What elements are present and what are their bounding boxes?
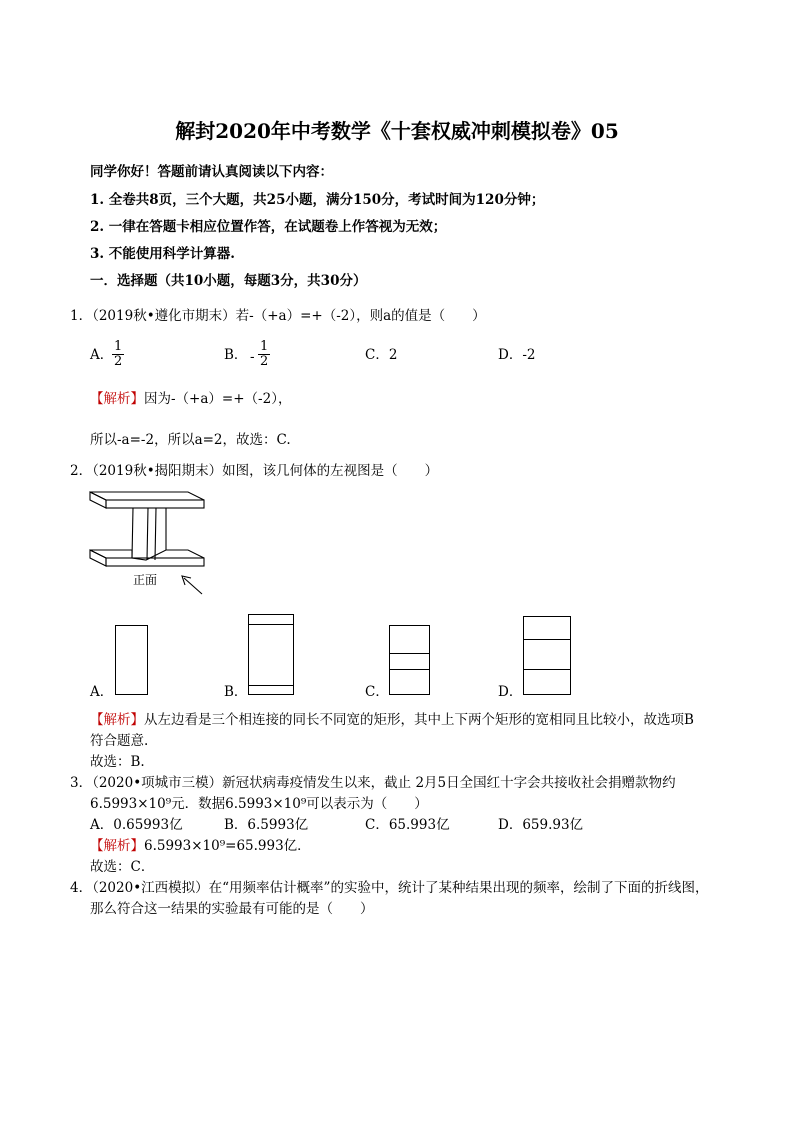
q3-option-c: C．65.993亿 — [365, 817, 450, 833]
q2-option-a-figure — [115, 625, 148, 695]
q2-option-b-line-top — [249, 624, 293, 625]
pillar-edge-2 — [147, 508, 148, 560]
q2-option-a-label: A． — [90, 684, 114, 700]
section-heading: 一．选择题（共10小题，每题3分，共30分） — [90, 273, 367, 289]
q3-option-d: D．659.93亿 — [498, 817, 584, 833]
q1-option-a-label: A． — [90, 347, 114, 363]
q2-solid-figure — [86, 488, 226, 608]
top-plate-front — [106, 500, 204, 508]
q2-option-d-label: D． — [498, 684, 523, 700]
q2-analysis-text: 从左边看是三个相连接的同长不同宽的矩形，其中上下两个矩形的宽相同且比较小，故选项B — [144, 712, 694, 728]
q1-analysis — [90, 391, 291, 407]
q2-analysis-line2: 符合题意. — [90, 733, 149, 749]
q3-analysis — [90, 838, 311, 854]
top-plate-top — [90, 492, 204, 500]
bottom-plate-side — [90, 550, 106, 566]
q1-option-b-fraction — [258, 340, 270, 369]
q3-stem-line2: 6.5993×10⁹元．数据6.5993×10⁹可以表示为（ ） — [90, 796, 428, 812]
notice-rule-3: 3. 不能使用科学计算器. — [90, 246, 235, 262]
notice-intro: 同学你好！答题前请认真阅读以下内容： — [90, 164, 333, 180]
page-title: 解封2020年中考数学《十套权威冲刺模拟卷》05 — [175, 119, 619, 143]
q3-analysis-tag: 【解析】 — [90, 838, 144, 854]
q2-option-c-label: C． — [365, 684, 389, 700]
q1-option-a-fraction — [112, 340, 124, 369]
q2-option-b-line-bottom — [249, 685, 293, 686]
q3-stem: 3．（2020•项城市三模）新冠状病毒疫情发生以来，截止 2月5日全国红十字会共接收社会捐赠款物约 — [70, 775, 676, 791]
q2-option-b-label: B． — [224, 684, 248, 700]
pillar-edge-3 — [155, 508, 156, 560]
q4-stem-line2: 那么符合这一结果的实验最有可能的是（ ） — [90, 901, 374, 917]
q2-option-b-figure — [248, 614, 294, 695]
q3-option-a: A．0.65993亿 — [90, 817, 183, 833]
q3-answer: 故选：C． — [90, 859, 155, 875]
notice-rule-2: 2. 一律在答题卡相应位置作答，在试题卷上作答视为无效； — [90, 219, 447, 235]
q1-option-b-denominator: 2 — [260, 354, 269, 369]
q1-analysis-line2: 所以-a=-2，所以a=2，故选：C. — [90, 432, 291, 448]
notice-rule-1: 1. 全卷共8页，三个大题，共25小题，满分150分，考试时间为120分钟； — [90, 192, 545, 208]
q1-analysis-text: 因为-（+a）=+（-2）， — [144, 391, 292, 407]
q2-answer: 故选：B. — [90, 754, 145, 770]
q1-option-a-denominator: 2 — [114, 354, 123, 369]
q2-option-c-figure — [389, 625, 430, 695]
q1-option-b-sign: - — [250, 349, 255, 365]
q2-analysis — [90, 712, 694, 728]
q1-stem: 1．（2019秋•遵化市期末）若-（+a）=+（-2），则a的值是（ ） — [70, 308, 486, 324]
q3-analysis-text: 6.5993×10⁹=65.993亿． — [144, 838, 311, 854]
q2-option-c-line-top — [390, 653, 429, 654]
q3-option-b: B．6.5993亿 — [224, 817, 309, 833]
q2-stem: 2．（2019秋•揭阳期末）如图，该几何体的左视图是（ ） — [70, 463, 439, 479]
q1-option-b-numerator: 1 — [260, 339, 269, 354]
q2-option-d-line-top — [524, 639, 570, 640]
q1-option-b-label: B． — [224, 347, 248, 363]
q2-option-d-figure — [523, 616, 571, 695]
top-plate-side — [90, 492, 106, 508]
q1-option-c: C．2 — [365, 347, 398, 363]
view-arrow — [184, 578, 202, 594]
q2-analysis-tag: 【解析】 — [90, 712, 144, 728]
q1-option-d: D．-2 — [498, 347, 536, 363]
q2-option-c-line-bottom — [390, 669, 429, 670]
front-view-label: 正面 — [133, 573, 158, 587]
q2-option-d-line-bottom — [524, 669, 570, 670]
q4-stem: 4．（2020•江西模拟）在“用频率估计概率”的实验中，统计了某种结果出现的频率，绘制了下面的折线图， — [70, 880, 709, 896]
q1-option-a-numerator: 1 — [114, 339, 123, 354]
q1-analysis-tag: 【解析】 — [90, 391, 144, 407]
